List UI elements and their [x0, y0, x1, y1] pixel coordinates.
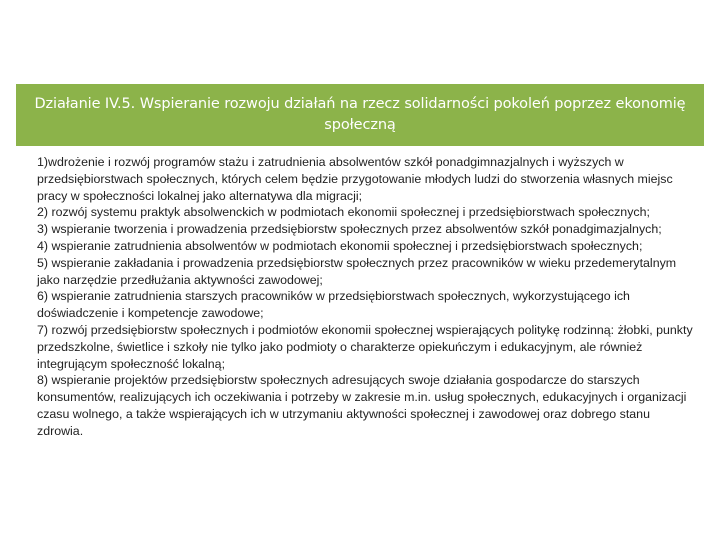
- list-item: 8) wspieranie projektów przedsiębiorstw społecznych adresujących swoje działania gospodarcze do starszych konsumentów, realizujących ich oczekiwania i potrzeby w zakresie m.in. usług społecznych, edukacyjnych i organizacji czasu wolnego, a także wspierających ich w utrzymaniu aktywności społecznej i zawodowej oraz dobrego stanu zdrowia.: [37, 373, 687, 438]
- slide-title-bar: [16, 84, 704, 146]
- measures-list: [37, 154, 697, 440]
- list-item: 1)wdrożenie i rozwój programów stażu i zatrudnienia absolwentów szkół ponadgimnazjalnych i wyższych w przedsiębiorstwach społecznych, których celem będzie przygotowanie młodych ludzi do stworzenia własnych miejsc pracy w społeczności lokalnej jako alternatywa dla migracji;: [37, 155, 673, 203]
- list-item: 2) rozwój systemu praktyk absolwenckich w podmiotach ekonomii społecznej i przedsiębiorstwach społecznych;: [37, 205, 650, 220]
- list-item: 7) rozwój przedsiębiorstw społecznych i podmiotów ekonomii społecznej wspierających politykę rodzinną: żłobki, punkty przedszkolne, świetlice i szkoły nie tylko jako podmioty o charakterze opiekuńczym i edukacyjnym, ale również integrującym społeczność lokalną;: [37, 322, 693, 371]
- list-item: 4) wspieranie zatrudnienia absolwentów w podmiotach ekonomii społecznej i przedsiębiorstwach społecznych;: [37, 238, 643, 253]
- slide-title: Działanie IV.5. Wspieranie rozwoju działań na rzecz solidarności pokoleń poprzez ekonomię społeczną: [34, 96, 686, 133]
- list-item: 5) wspieranie zakładania i prowadzenia przedsiębiorstw społecznych przez pracowników w wieku przedemerytalnym jako narzędzie przedłużania aktywności zawodowej;: [37, 255, 677, 287]
- list-item: 3) wspieranie tworzenia i prowadzenia przedsiębiorstw społecznych przez absolwentów szkół ponadgimazjalnych;: [37, 222, 662, 237]
- list-item: 6) wspieranie zatrudnienia starszych pracowników w przedsiębiorstwach społecznych, wykorzystującego ich doświadczenie i kompetencje zawodowe;: [37, 289, 630, 321]
